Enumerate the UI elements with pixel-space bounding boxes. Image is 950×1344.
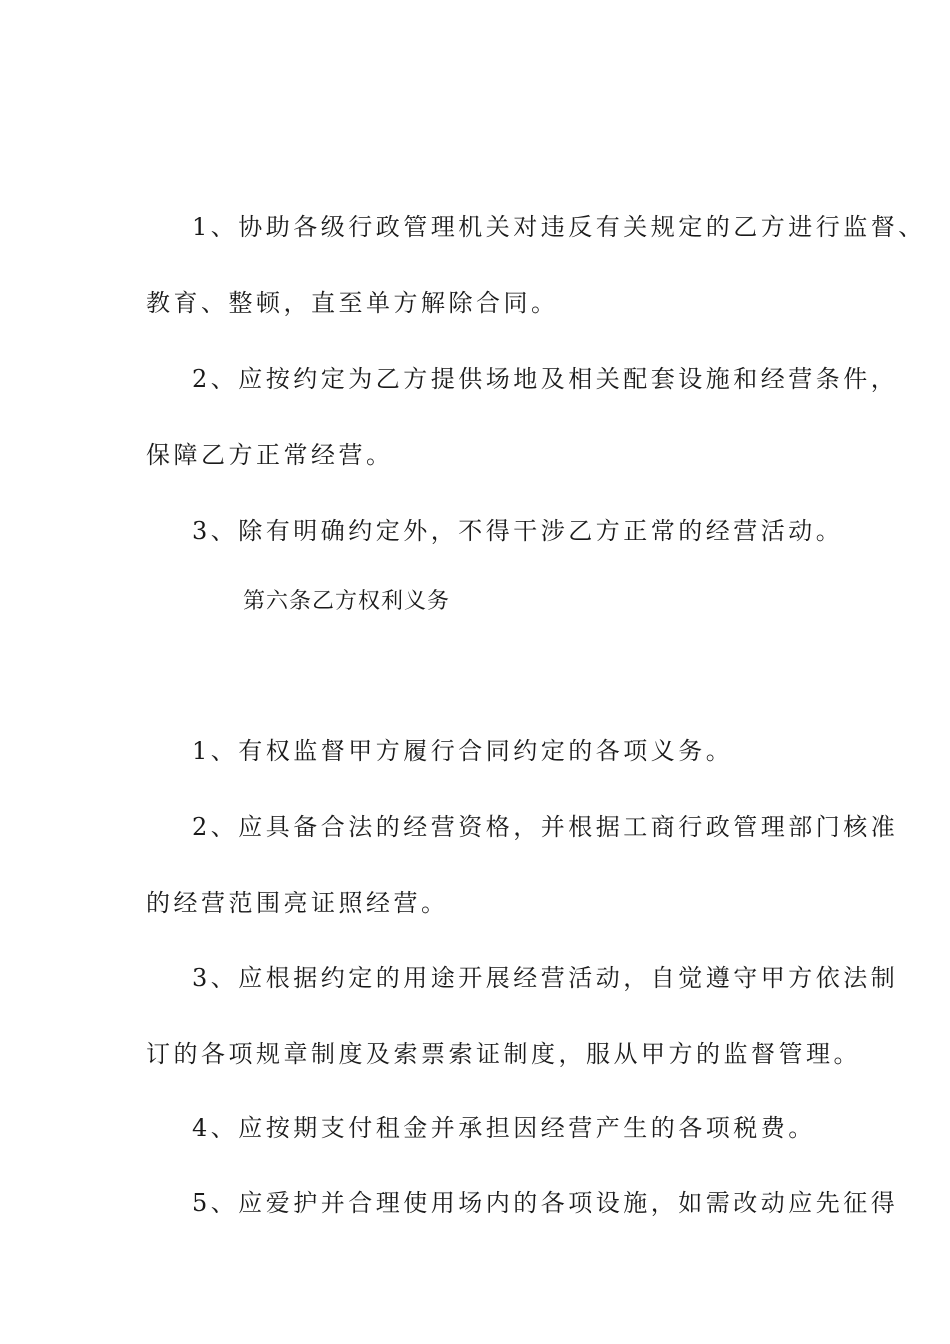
paragraph-a3-line1: 3、除有明确约定外，不得干涉乙方正常的经营活动。: [192, 517, 844, 545]
paragraph-a1-line1: 1、协助各级行政管理机关对违反有关规定的乙方进行监督、: [192, 213, 926, 241]
section-heading: 第六条乙方权利义务: [243, 589, 451, 614]
paragraph-a2-line1: 2、应按约定为乙方提供场地及相关配套设施和经营条件，: [192, 365, 899, 393]
paragraph-b4-line1: 4、应按期支付租金并承担因经营产生的各项税费。: [192, 1114, 816, 1142]
paragraph-a1-line2: 教育、整顿，直至单方解除合同。: [146, 289, 559, 317]
paragraph-a2-line2: 保障乙方正常经营。: [146, 441, 394, 469]
paragraph-b3-line1: 3、应根据约定的用途开展经营活动，自觉遵守甲方依法制: [192, 964, 899, 992]
paragraph-b3-line2: 订的各项规章制度及索票索证制度，服从甲方的监督管理。: [146, 1040, 861, 1068]
paragraph-b2-line1: 2、应具备合法的经营资格，并根据工商行政管理部门核准: [192, 813, 899, 841]
paragraph-b2-line2: 的经营范围亮证照经营。: [146, 889, 449, 917]
paragraph-b1-line1: 1、有权监督甲方履行合同约定的各项义务。: [192, 737, 734, 765]
paragraph-b5-line1: 5、应爱护并合理使用场内的各项设施，如需改动应先征得: [192, 1189, 899, 1217]
